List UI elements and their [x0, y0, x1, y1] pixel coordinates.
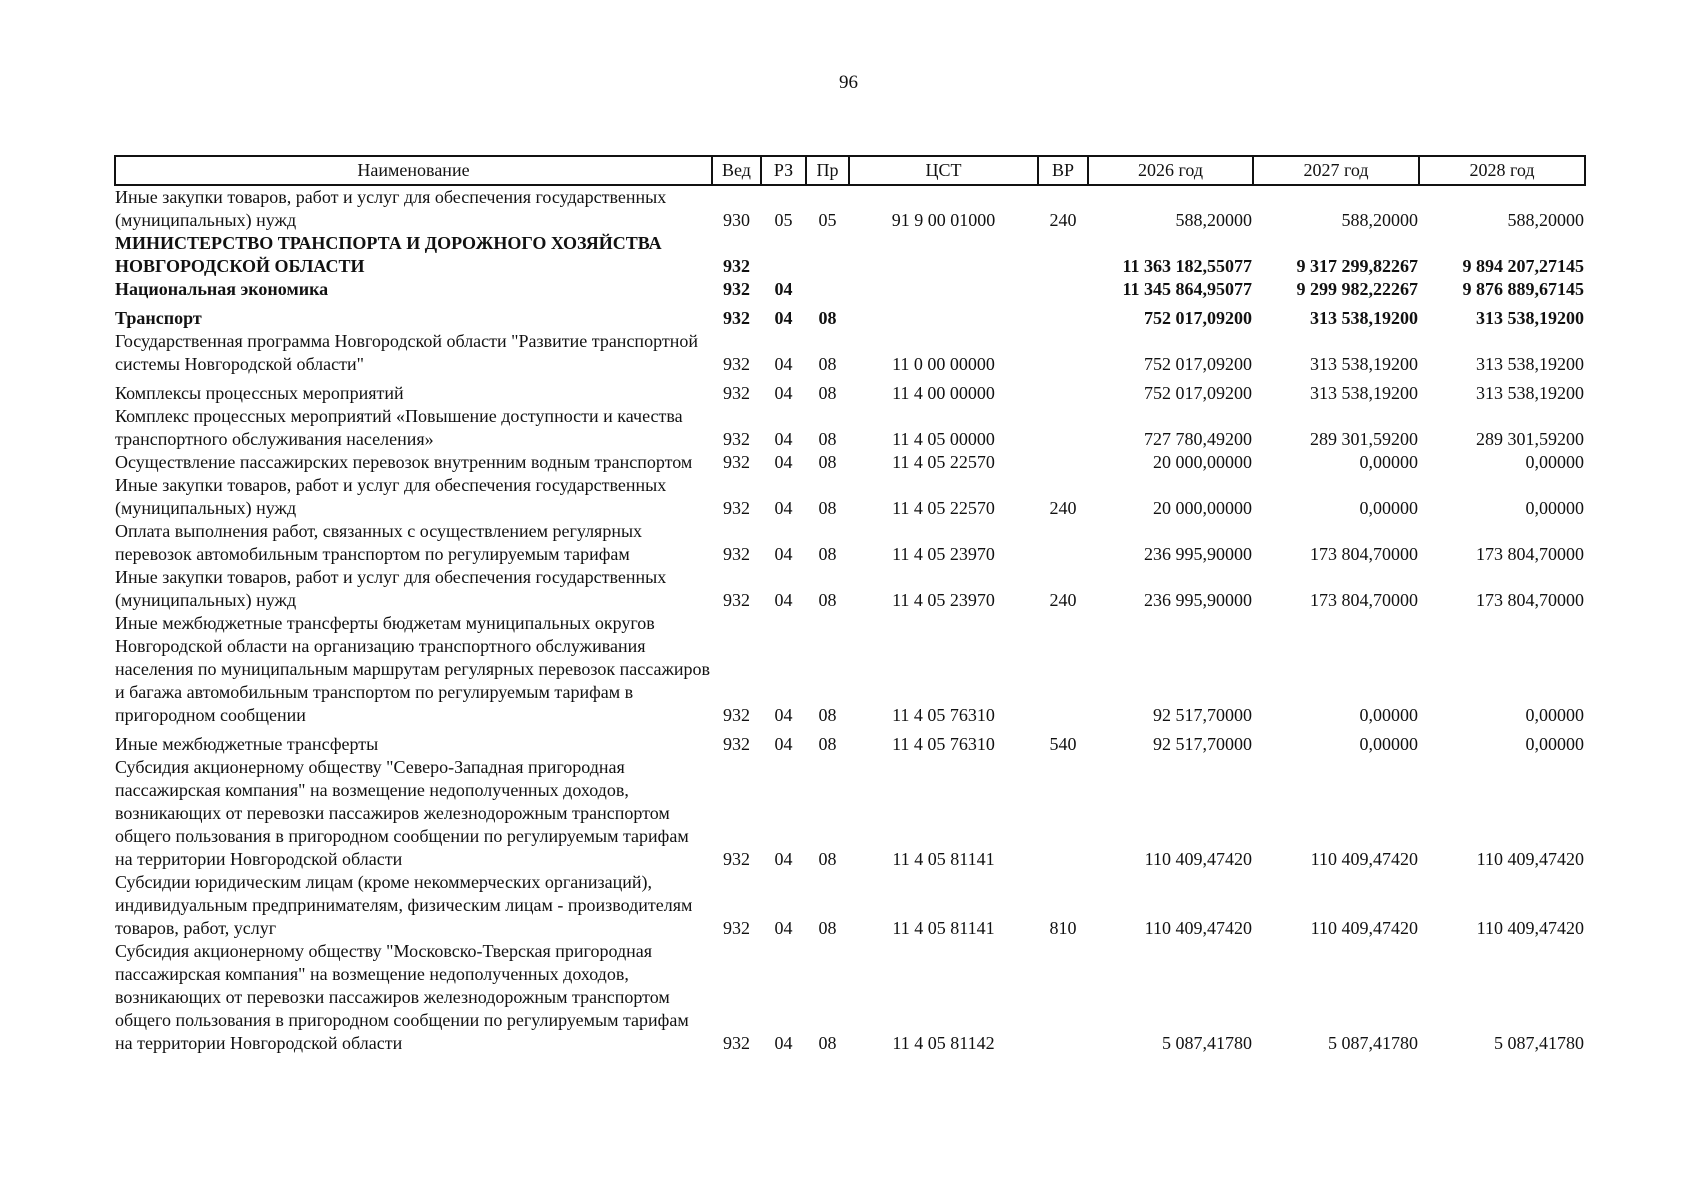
row-amount-2028: 173 804,70000	[1476, 544, 1584, 564]
row-vr	[1038, 756, 1088, 871]
row-cst	[849, 278, 1038, 301]
header-2027: 2027 год	[1253, 156, 1419, 185]
row-vr: 240	[1049, 498, 1077, 518]
row-vr: 240	[1049, 210, 1077, 230]
row-pr: 08	[818, 383, 837, 403]
row-name: Субсидия акционерному обществу "Московско-Тверская пригородная пассажирская компания" на возмещение недополученных доходов, возникающих от перевозки пассажиров железнодорожным транспортом общего пользования в пригородном сообщении по регулируемым тарифам на территории Новгородской области	[115, 941, 689, 1053]
row-name: МИНИСТЕРСТВО ТРАНСПОРТА И ДОРОЖНОГО ХОЗЯЙСТВА НОВГОРОДСКОЙ ОБЛАСТИ	[115, 233, 662, 276]
row-vr	[1038, 301, 1088, 330]
row-amount-2027: 173 804,70000	[1310, 544, 1418, 564]
row-amount-2026: 92 517,70000	[1153, 705, 1252, 725]
row-rz: 04	[774, 308, 793, 328]
row-cst: 11 4 05 00000	[892, 429, 995, 449]
row-name: Иные закупки товаров, работ и услуг для обеспечения государственных (муниципальных) нужд	[115, 567, 667, 610]
row-rz: 04	[774, 705, 793, 725]
row-ved: 932	[723, 429, 750, 449]
row-rz: 04	[774, 452, 793, 472]
row-rz: 04	[774, 498, 793, 518]
row-amount-2027: 110 409,47420	[1310, 918, 1418, 938]
row-pr: 08	[818, 705, 837, 725]
row-amount-2026: 727 780,49200	[1144, 429, 1252, 449]
row-amount-2028: 5 087,41780	[1494, 1033, 1584, 1053]
table-row	[115, 278, 1585, 301]
row-amount-2027: 0,00000	[1359, 498, 1418, 518]
row-amount-2028: 110 409,47420	[1476, 918, 1584, 938]
row-pr: 08	[818, 308, 837, 328]
row-amount-2027: 313 538,19200	[1310, 354, 1418, 374]
row-name: Иные закупки товаров, работ и услуг для обеспечения государственных (муниципальных) нужд	[115, 475, 667, 518]
row-cst: 11 4 05 23970	[892, 544, 995, 564]
row-ved: 932	[723, 308, 750, 328]
row-rz: 04	[774, 590, 793, 610]
table-row	[115, 612, 1585, 727]
table-row	[115, 940, 1585, 1055]
row-rz: 04	[774, 849, 793, 869]
table-row	[115, 376, 1585, 405]
row-vr	[1038, 520, 1088, 566]
row-ved: 932	[723, 734, 750, 754]
row-amount-2028: 0,00000	[1525, 498, 1584, 518]
row-cst: 11 4 05 76310	[892, 734, 995, 754]
row-amount-2026: 752 017,09200	[1144, 308, 1252, 328]
row-name: Оплата выполнения работ, связанных с осуществлением регулярных перевозок автомобильным транспортом по регулируемым тарифам	[115, 521, 643, 564]
row-ved: 932	[723, 849, 750, 869]
row-cst: 11 4 05 23970	[892, 590, 995, 610]
row-vr	[1038, 940, 1088, 1055]
row-rz: 04	[774, 354, 793, 374]
table-row	[115, 520, 1585, 566]
row-ved: 932	[723, 256, 750, 276]
row-cst: 11 4 05 76310	[892, 705, 995, 725]
row-pr: 08	[818, 734, 837, 754]
row-vr	[1038, 376, 1088, 405]
row-cst: 11 4 05 81142	[892, 1033, 995, 1053]
row-ved: 932	[723, 279, 750, 299]
row-vr: 810	[1049, 918, 1077, 938]
row-name: Национальная экономика	[115, 279, 329, 299]
row-name: Субсидия акционерному обществу "Северо-Западная пригородная пассажирская компания" на возмещение недополученных доходов, возникающих от перевозки пассажиров железнодорожным транспортом общего пользования в пригородном сообщении по регулируемым тарифам на территории Новгородской области	[115, 757, 689, 869]
table-row	[115, 566, 1585, 612]
row-cst	[849, 301, 1038, 330]
row-amount-2026: 752 017,09200	[1144, 354, 1252, 374]
table-row	[115, 405, 1585, 451]
row-ved: 932	[723, 354, 750, 374]
row-ved: 932	[723, 544, 750, 564]
header-cst: ЦСТ	[849, 156, 1038, 185]
table-row	[115, 474, 1585, 520]
row-cst: 11 4 05 22570	[892, 498, 995, 518]
row-vr: 540	[1049, 734, 1077, 754]
row-amount-2026: 236 995,90000	[1144, 590, 1252, 610]
row-amount-2028: 0,00000	[1525, 705, 1584, 725]
table-row	[115, 451, 1585, 474]
row-cst: 91 9 00 01000	[891, 210, 996, 230]
row-amount-2026: 20 000,00000	[1153, 498, 1252, 518]
row-name: Транспорт	[115, 308, 202, 328]
row-pr: 08	[818, 849, 837, 869]
row-name: Осуществление пассажирских перевозок внутренним водным транспортом	[115, 452, 693, 472]
row-amount-2026: 236 995,90000	[1144, 544, 1252, 564]
row-amount-2028: 173 804,70000	[1476, 590, 1584, 610]
row-pr: 08	[818, 429, 837, 449]
row-amount-2028: 313 538,19200	[1476, 383, 1584, 403]
table-row	[115, 756, 1585, 871]
row-rz	[761, 232, 806, 278]
row-vr	[1038, 330, 1088, 376]
row-amount-2027: 110 409,47420	[1310, 849, 1418, 869]
header-vr: ВР	[1038, 156, 1088, 185]
row-amount-2026: 752 017,09200	[1144, 383, 1252, 403]
row-cst: 11 4 00 00000	[892, 383, 995, 403]
header-rz: РЗ	[761, 156, 806, 185]
row-ved: 932	[723, 383, 750, 403]
page-number: 96	[839, 72, 858, 93]
row-name: Субсидии юридическим лицам (кроме некоммерческих организаций), индивидуальным предпринимателям, физическим лицам - производителям товаров, работ, услуг	[115, 872, 693, 938]
row-rz: 04	[774, 383, 793, 403]
row-name: Иные межбюджетные трансферты бюджетам муниципальных округов Новгородской области на организацию транспортного обслуживания населения по муниципальным маршрутам регулярных перевозок пассажиров и багажа автомобильным транспортом по регулируемым тарифам в пригородном сообщении	[115, 613, 711, 725]
row-amount-2027: 313 538,19200	[1310, 308, 1418, 328]
row-amount-2028: 9 876 889,67145	[1462, 279, 1584, 299]
row-amount-2028: 313 538,19200	[1476, 354, 1584, 374]
row-amount-2026: 11 363 182,55077	[1122, 256, 1252, 276]
row-rz: 05	[774, 210, 793, 230]
table-row	[115, 871, 1585, 940]
row-rz: 04	[774, 429, 793, 449]
row-amount-2027: 173 804,70000	[1310, 590, 1418, 610]
row-vr	[1038, 451, 1088, 474]
row-rz: 04	[774, 544, 793, 564]
row-pr: 08	[818, 1033, 837, 1053]
row-pr: 08	[818, 918, 837, 938]
row-amount-2026: 110 409,47420	[1144, 849, 1252, 869]
row-amount-2028: 9 894 207,27145	[1462, 256, 1584, 276]
header-2028: 2028 год	[1419, 156, 1585, 185]
table-row	[115, 727, 1585, 756]
row-ved: 932	[723, 705, 750, 725]
row-ved: 930	[723, 210, 750, 230]
row-amount-2027: 0,00000	[1359, 452, 1418, 472]
row-pr: 08	[818, 590, 837, 610]
row-amount-2027: 9 299 982,22267	[1296, 279, 1418, 299]
row-cst: 11 0 00 00000	[892, 354, 995, 374]
row-rz: 04	[774, 734, 793, 754]
table-header	[115, 156, 1585, 185]
header-ved: Вед	[712, 156, 761, 185]
row-rz: 04	[774, 279, 793, 299]
row-ved: 932	[723, 1033, 750, 1053]
table-row	[115, 301, 1585, 330]
table-row	[115, 232, 1585, 278]
row-amount-2026: 588,20000	[1175, 210, 1252, 230]
row-pr: 08	[818, 544, 837, 564]
row-pr: 08	[818, 452, 837, 472]
row-pr: 05	[818, 210, 837, 230]
row-ved: 932	[723, 498, 750, 518]
row-amount-2026: 92 517,70000	[1153, 734, 1252, 754]
row-name: Комплексы процессных мероприятий	[115, 383, 404, 403]
header-pr: Пр	[806, 156, 849, 185]
row-ved: 932	[723, 918, 750, 938]
row-vr	[1038, 405, 1088, 451]
row-amount-2028: 289 301,59200	[1476, 429, 1584, 449]
row-amount-2027: 0,00000	[1359, 734, 1418, 754]
row-rz: 04	[774, 1033, 793, 1053]
header-name: Наименование	[115, 156, 712, 185]
row-amount-2027: 313 538,19200	[1310, 383, 1418, 403]
row-amount-2027: 588,20000	[1341, 210, 1418, 230]
row-rz: 04	[774, 918, 793, 938]
table-body	[115, 185, 1585, 1055]
row-cst: 11 4 05 81141	[892, 918, 995, 938]
row-pr: 08	[818, 354, 837, 374]
row-amount-2027: 0,00000	[1359, 705, 1418, 725]
row-vr	[1038, 232, 1088, 278]
row-amount-2027: 5 087,41780	[1328, 1033, 1418, 1053]
row-amount-2027: 289 301,59200	[1310, 429, 1418, 449]
header-2026: 2026 год	[1088, 156, 1253, 185]
row-ved: 932	[723, 452, 750, 472]
row-amount-2026: 11 345 864,95077	[1122, 279, 1252, 299]
row-cst	[849, 232, 1038, 278]
row-amount-2028: 110 409,47420	[1476, 849, 1584, 869]
table-row	[115, 330, 1585, 376]
row-cst: 11 4 05 81141	[892, 849, 995, 869]
row-ved: 932	[723, 590, 750, 610]
row-pr	[806, 232, 849, 278]
row-pr	[806, 278, 849, 301]
row-amount-2028: 0,00000	[1525, 734, 1584, 754]
row-vr: 240	[1049, 590, 1077, 610]
row-cst: 11 4 05 22570	[892, 452, 995, 472]
header-row	[115, 156, 1585, 185]
row-amount-2026: 20 000,00000	[1153, 452, 1252, 472]
row-name: Комплекс процессных мероприятий «Повышение доступности и качества транспортного обслуживания населения»	[115, 406, 683, 449]
table-row	[115, 185, 1585, 232]
row-vr	[1038, 612, 1088, 727]
budget-table	[114, 155, 1586, 1055]
row-name: Иные закупки товаров, работ и услуг для обеспечения государственных (муниципальных) нужд	[115, 187, 667, 230]
row-amount-2027: 9 317 299,82267	[1296, 256, 1418, 276]
row-amount-2028: 313 538,19200	[1476, 308, 1584, 328]
row-amount-2028: 0,00000	[1525, 452, 1584, 472]
row-amount-2026: 110 409,47420	[1144, 918, 1252, 938]
row-vr	[1038, 278, 1088, 301]
row-name: Государственная программа Новгородской области "Развитие транспортной системы Новгородской области"	[115, 331, 698, 374]
row-amount-2026: 5 087,41780	[1162, 1033, 1252, 1053]
row-amount-2028: 588,20000	[1507, 210, 1584, 230]
row-name: Иные межбюджетные трансферты	[115, 734, 379, 754]
row-pr: 08	[818, 498, 837, 518]
